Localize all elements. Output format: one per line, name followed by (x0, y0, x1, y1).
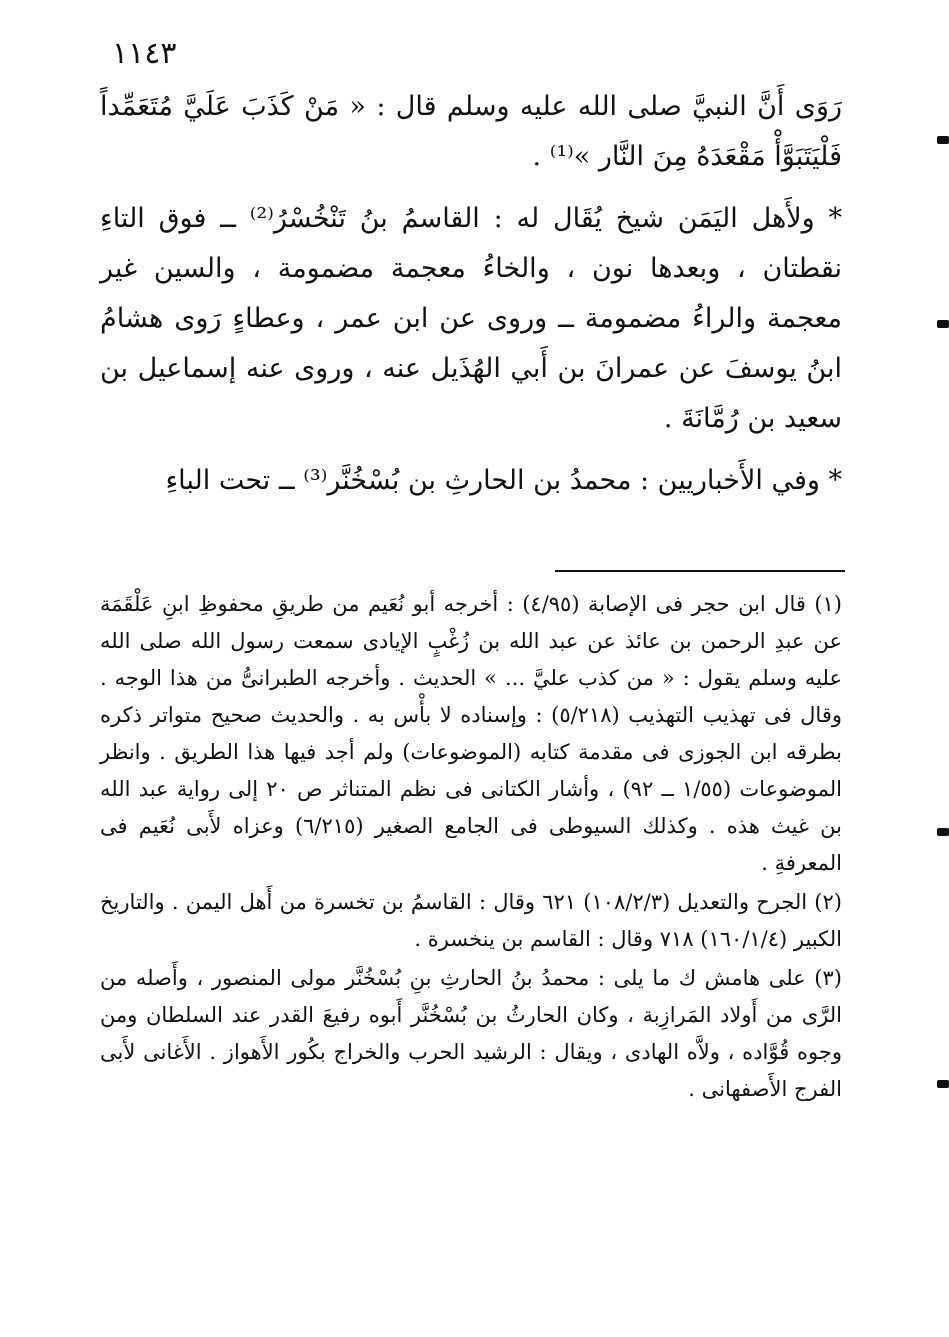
main-paragraph: * وفي الأَخباريين : محمدُ بن الحارثِ بن بُسْخُنَّر⁽³⁾ ــ تحت الباءِ (165, 465, 842, 496)
footnote: (٢) الجرح والتعديل (١٠٨/٢/٣) ٦٢١ وقال : القاسمُ بن تخسرة من أَهل اليمن . والتاريخ الكبير (١٦٠/١/٤) ٧١٨ وقال : القاسم بن ينخسرة . (100, 890, 842, 951)
page-number: ١١٤٣ (112, 36, 177, 71)
scan-edge-mark (937, 828, 949, 836)
main-paragraph: رَوَى أَنَّ النبيَّ صلى الله عليه وسلم قال : « مَنْ كَذَبَ عَلَيَّ مُتَعَمِّداً فَلْيَتَبَوَّأْ مَقْعَدَهُ مِنَ النَّار »⁽¹⁾ . (100, 91, 842, 172)
main-text (100, 82, 842, 516)
footnotes (100, 586, 842, 1110)
footnote: (١) قال ابن حجر فى الإصابة (٤/٩٥) : أخرجه أبو نُعَيم من طريقِ محفوظِ ابنِ عَلْقَمَة عن عبدِ الرحمن بن عائذ عن عبد الله بن زُغْبٍ الإيادى سمعت رسول الله صلى الله عليه وسلم يقول : « من كذب عليَّ ... » الحديث . وأخرجه الطبرانىُّ من هذا الوجه . وقال فى تهذيب التهذيب (٥/٢١٨) : وإسناده لا بأْس به . والحديث صحيح متواتر ذكره بطرقه ابن الجوزى فى مقدمة كتابه (الموضوعات) ولم أجد فيها هذا الطريق . وانظر الموضوعات (١/٥٥ ــ ٩٢) ، وأشار الكتانى فى نظم المتناثر ص ٢٠ إلى رواية عبد الله بن غيث هذه . وكذلك السيوطى فى الجامع الصغير (٦/٢١٥) وعزاه لأَبى نُعَيم فى المعرفةِ . (100, 592, 843, 875)
scan-edge-mark (937, 136, 949, 144)
scan-edge-mark (937, 1080, 949, 1088)
main-paragraph: * ولأَهل اليَمَن شيخ يُقَال له : القاسمُ بنُ تَنْخُسْرُ⁽²⁾ ــ فوق التاءِ نقطتان ، وبعدها نون ، والخاءُ معجمة مضمومة ، والسين غير معجمة والراءُ مضمومة ــ وروى عن ابن عمر ، وعطاءٍ رَوى هشامُ ابنُ يوسفَ عن عمرانَ بن أَبي الهُذَيل عنه ، وروى عنه إسماعيل بن سعيد بن رُمَّانَةَ . (100, 203, 842, 434)
footnote-separator (555, 570, 845, 572)
scan-edge-mark (937, 320, 949, 328)
footnote: (٣) على هامش ك ما يلى : محمدُ بنُ الحارثِ بنِ بُسْخُنَّر مولى المنصور ، وأَصله من الرَّى من أَولاد المَرازِبة ، وكان الحارثُ بن بُسْخُنَّر أَبوه رفيعَ القدر عند السلطان ومن وجوه قُوَّاده ، ولاَّه الهادى ، ويقال : الرشيد الحرب والخراج بكُور الأَهواز . الأَغانى لأَبى الفرج الأَصفهانى . (100, 966, 842, 1101)
